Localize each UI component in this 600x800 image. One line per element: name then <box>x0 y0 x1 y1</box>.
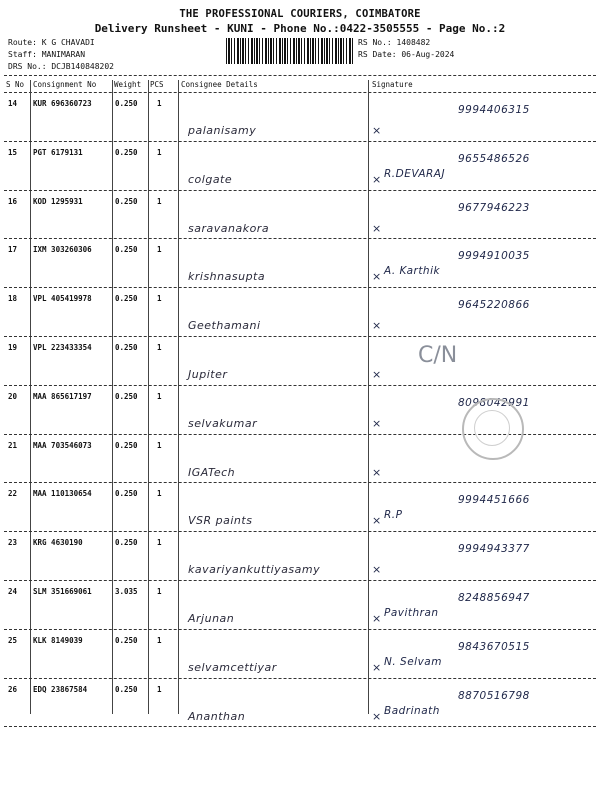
row-consignment-no: KUR 696360723 <box>33 99 92 108</box>
column-divider <box>148 80 149 714</box>
row-consignee-name: krishnasupta <box>188 270 266 284</box>
row-consignee-name: IGATech <box>188 465 236 479</box>
row-signature-phone: 9994910035 <box>458 250 530 263</box>
signature-mark-icon: × <box>372 465 382 479</box>
row-sno: 19 <box>8 343 18 352</box>
row-divider <box>4 190 596 191</box>
row-weight: 0.250 <box>115 489 138 499</box>
row-weight: 3.035 <box>115 587 138 596</box>
row-sno: 25 <box>8 635 18 645</box>
row-divider <box>4 580 596 581</box>
row-signature-phone: 8098042991 <box>458 396 530 409</box>
row-consignment-no: MAA 703546073 <box>33 440 92 450</box>
row-weight: 0.250 <box>115 684 138 694</box>
row-divider <box>4 531 596 532</box>
row-consignment-no: MAA 865617197 <box>33 391 92 401</box>
row-divider <box>4 141 596 142</box>
signature-mark-icon: × <box>372 172 382 186</box>
row-pcs: 1 <box>157 391 162 401</box>
row-consignee-name: palanisamy <box>188 124 257 137</box>
row-weight: 0.250 <box>115 343 138 352</box>
col-weight: Weight <box>114 80 142 89</box>
row-sno: 24 <box>8 587 18 596</box>
row-weight: 0.250 <box>115 196 138 206</box>
row-signature-phone: 8870516798 <box>458 689 530 702</box>
row-consignee-name: Jupiter <box>188 368 228 381</box>
signature-mark-icon: × <box>372 319 382 333</box>
row-pcs: 1 <box>157 294 162 304</box>
col-sno: S No <box>6 80 25 89</box>
row-consignment-no: PGT 6179131 <box>33 147 83 157</box>
signature-mark-icon: × <box>372 709 382 723</box>
row-sno: 15 <box>8 147 18 157</box>
signature-mark-icon: × <box>372 416 382 430</box>
row-consignment-no: KLK 8149039 <box>33 635 83 645</box>
row-sno: 23 <box>8 538 18 548</box>
row-consignment-no: MAA 110130654 <box>33 489 92 499</box>
row-consignment-no: KRG 4630190 <box>33 538 83 548</box>
row-weight: 0.250 <box>115 635 138 645</box>
row-sno: 26 <box>8 684 18 694</box>
row-pcs: 1 <box>157 196 162 206</box>
row-signature-phone: 9655486526 <box>458 152 530 165</box>
column-divider <box>178 80 179 714</box>
row-pcs: 1 <box>157 587 162 596</box>
staff: Staff: MANIMARAN <box>8 50 86 59</box>
row-signature-phone: 8248856947 <box>458 592 530 604</box>
row-sno: 16 <box>8 196 18 206</box>
row-signature-name: R.DEVARAJ <box>384 167 446 180</box>
row-consignment-no: VPL 405419978 <box>33 294 92 304</box>
row-consignment-no: VPL 223433354 <box>33 343 92 352</box>
cn-annotation: C/N <box>418 343 458 368</box>
row-pcs: 1 <box>157 147 162 157</box>
row-signature-name: Pavithran <box>384 607 439 619</box>
row-consignee-name: colgate <box>188 172 233 186</box>
row-sno: 21 <box>8 440 18 450</box>
row-divider <box>4 482 596 483</box>
drs-number: DRS No.: DCJB140848202 <box>8 62 114 71</box>
col-pcs: PCS <box>150 80 164 89</box>
row-divider <box>4 385 596 386</box>
row-consignee-name: kavariyankuttiyasamy <box>188 563 321 577</box>
row-weight: 0.250 <box>115 538 138 548</box>
courier-stamp <box>462 398 524 460</box>
column-divider <box>368 80 369 714</box>
row-consignment-no: KOD 1295931 <box>33 196 83 206</box>
row-sno: 18 <box>8 294 18 304</box>
row-signature-phone: 9843670515 <box>458 640 530 653</box>
row-signature-phone: 9994943377 <box>458 543 530 556</box>
col-signature: Signature <box>372 80 413 89</box>
row-pcs: 1 <box>157 489 162 499</box>
row-weight: 0.250 <box>115 147 138 157</box>
row-signature-name: A. Karthik <box>384 265 441 278</box>
meta-left <box>8 37 114 73</box>
row-divider <box>4 726 596 727</box>
row-consignee-name: Ananthan <box>188 709 246 723</box>
row-pcs: 1 <box>157 245 162 255</box>
row-pcs: 1 <box>157 343 162 352</box>
row-divider <box>4 629 596 630</box>
row-pcs: 1 <box>157 684 162 694</box>
row-signature-phone: 9645220866 <box>458 299 530 312</box>
col-consignee: Consignee Details <box>181 80 258 89</box>
company-title: THE PROFESSIONAL COURIERS, COIMBATORE <box>179 8 421 20</box>
row-weight: 0.250 <box>115 391 138 401</box>
col-consignment: Consignment No <box>33 80 97 89</box>
row-sno: 20 <box>8 391 18 401</box>
row-sno: 14 <box>8 99 18 108</box>
route: Route: K G CHAVADI <box>8 38 95 47</box>
signature-mark-icon: × <box>372 221 382 235</box>
row-weight: 0.250 <box>115 440 138 450</box>
column-divider <box>112 80 113 714</box>
row-pcs: 1 <box>157 99 162 108</box>
signature-mark-icon: × <box>372 124 382 137</box>
row-divider <box>4 238 596 239</box>
row-signature-name: Badrinath <box>384 704 440 717</box>
row-consignee-name: selvamcettiyar <box>188 660 277 674</box>
row-signature-phone: 9677946223 <box>458 201 530 214</box>
row-weight: 0.250 <box>115 294 138 304</box>
row-consignment-no: EDQ 23867584 <box>33 684 88 694</box>
row-sno: 22 <box>8 489 18 499</box>
row-consignee-name: Geethamani <box>188 319 261 333</box>
row-sno: 17 <box>8 245 18 255</box>
runsheet-title: Delivery Runsheet - KUNI - Phone No.:0422-3505555 - Page No.:2 <box>94 22 506 35</box>
rs-number: RS No.: 1408482 <box>358 38 431 47</box>
barcode <box>226 38 354 64</box>
row-divider <box>4 287 596 288</box>
row-signature-phone: 9994406315 <box>458 104 530 116</box>
meta-right <box>358 37 454 61</box>
header-top-rule <box>4 75 596 76</box>
row-consignee-name: Arjunan <box>188 612 235 625</box>
signature-mark-icon: × <box>372 612 382 625</box>
signature-mark-icon: × <box>372 514 382 528</box>
row-pcs: 1 <box>157 440 162 450</box>
row-pcs: 1 <box>157 538 162 548</box>
row-signature-name: N. Selvam <box>384 655 442 668</box>
row-weight: 0.250 <box>115 245 138 255</box>
row-signature-phone: 9994451666 <box>458 494 530 507</box>
row-divider <box>4 678 596 679</box>
row-signature-name: R.P <box>384 509 403 522</box>
row-consignment-no: IXM 303260306 <box>33 245 92 255</box>
row-divider <box>4 336 596 337</box>
row-weight: 0.250 <box>115 99 138 108</box>
row-consignee-name: selvakumar <box>188 416 258 430</box>
signature-mark-icon: × <box>372 563 382 577</box>
rs-date: RS Date: 06-Aug-2024 <box>358 50 455 59</box>
row-consignee-name: VSR paints <box>188 514 253 528</box>
row-consignee-name: saravanakora <box>188 221 270 235</box>
signature-mark-icon: × <box>372 368 382 381</box>
row-consignment-no: SLM 351669061 <box>33 587 92 596</box>
row-pcs: 1 <box>157 635 162 645</box>
signature-mark-icon: × <box>372 660 382 674</box>
signature-mark-icon: × <box>372 270 382 284</box>
header-bottom-rule <box>4 92 596 93</box>
column-divider <box>30 80 31 714</box>
